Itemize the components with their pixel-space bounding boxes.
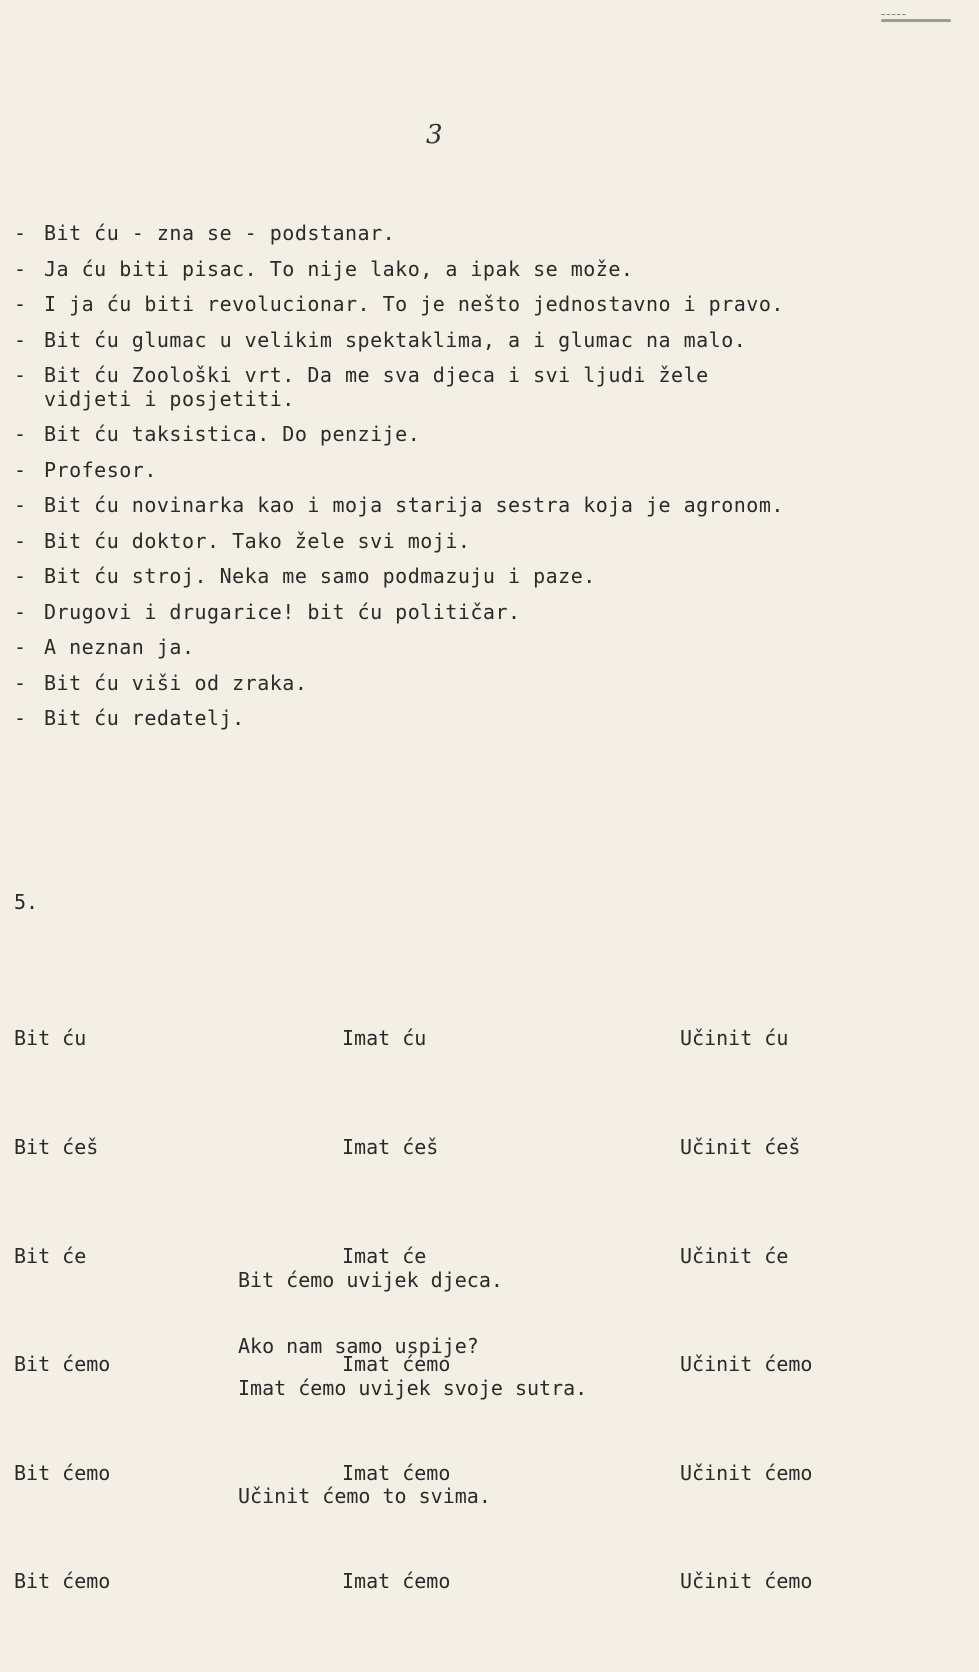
closing-line: Učinit ćemo to svima. (238, 1484, 491, 1508)
closing-line: Imat ćemo uvijek svoje sutra. (238, 1376, 588, 1400)
conjugation-row: Učinit ćemo (680, 1460, 813, 1485)
list-item (14, 666, 954, 702)
list-item (14, 216, 954, 252)
list-item-text: Profesor. (44, 457, 157, 482)
list-dash: - (14, 363, 27, 387)
list-dash: - (14, 457, 27, 482)
conjugation-row: Imat ću (342, 1026, 427, 1051)
conjugation-row: Imat ćemo (342, 1460, 451, 1485)
conjugation-row: Imat ćemo (342, 1352, 451, 1377)
list-item (14, 630, 954, 666)
list-dash: - (14, 422, 27, 446)
list-dash: - (14, 635, 27, 659)
list-item (14, 488, 954, 524)
conjugation-row: Učinit ćemo (680, 1569, 813, 1594)
conjugation-row: Bit ćemo (14, 1460, 111, 1485)
list-item (14, 559, 954, 595)
list-dash: - (14, 564, 27, 588)
list-item-text: Bit ću glumac u velikim spektaklima, a i glumac na malo. (44, 327, 747, 352)
closing-stanza (238, 1190, 587, 1586)
conjugation-row: Imat će (342, 1243, 427, 1268)
conjugation-column-ucinit (680, 948, 812, 1672)
list-item (14, 453, 954, 489)
list-item-text: A neznan ja. (44, 635, 195, 659)
conjugation-row: Bit će (14, 1243, 87, 1268)
list-item-text: I ja ću biti revolucionar. To je nešto jednostavno i pravo. (44, 292, 784, 316)
list-dash: - (14, 221, 27, 245)
conjugation-row: Bit ću (14, 1026, 87, 1051)
list-dash: - (14, 493, 27, 517)
list-item-text: Bit ću Zoološki vrt. Da me sva djeca i svi ljudi žele (44, 363, 709, 387)
list-dash: - (14, 528, 27, 553)
list-item-text: vidjeti i posjetiti. (44, 386, 295, 411)
list-dash: - (14, 292, 27, 316)
list-item (14, 252, 954, 288)
list-dash: - (14, 706, 27, 730)
section-number: 5. (14, 890, 39, 914)
list-dash: - (14, 327, 27, 352)
list-item-text: Bit ću doktor. Tako žele svi moji. (44, 528, 471, 553)
list-item-text: Bit ću novinarka kao i moja starija sestra koja je agronom. (44, 493, 784, 517)
list-item-text: Bit ću viši od zraka. (44, 670, 308, 695)
list-item (14, 287, 954, 323)
list-item-text: Bit ću taksistica. Do penzije. (44, 422, 421, 446)
conjugation-column-bit (14, 948, 110, 1672)
conjugation-row: Imat ćeš (342, 1135, 439, 1160)
list-item (14, 595, 954, 631)
list-item-text: Drugovi i drugarice! bit ću političar. (44, 599, 521, 624)
conjugation-row: Bit ćemo (14, 1569, 111, 1594)
list-dash: - (14, 670, 27, 695)
answer-list (14, 216, 954, 737)
list-item-text: Ja ću biti pisac. To nije lako, a ipak se može. (44, 256, 634, 281)
list-item (14, 323, 954, 359)
conjugation-row: Učinit ću (680, 1026, 789, 1051)
list-item-text: Bit ću stroj. Neka me samo podmazuju i paze. (44, 564, 596, 588)
list-item-text: Bit ću - zna se - podstanar. (44, 221, 396, 245)
conjugation-row: Bit ćemo (14, 1352, 111, 1377)
corner-stamp-mark: ~~~~~ (881, 12, 951, 26)
list-item (14, 417, 954, 453)
conjugation-row: Učinit će (680, 1243, 789, 1268)
closing-question: Ako nam samo uspije? (238, 1334, 479, 1358)
page-number: 3 (426, 120, 443, 150)
list-item (14, 701, 954, 737)
list-dash: - (14, 599, 27, 624)
list-item (14, 524, 954, 560)
conjugation-row: Učinit ćeš (680, 1135, 801, 1160)
list-dash: - (14, 256, 27, 281)
list-item-text: Bit ću redatelj. (44, 706, 245, 730)
conjugation-row: Učinit ćemo (680, 1352, 813, 1377)
closing-line: Bit ćemo uvijek djeca. (238, 1268, 503, 1292)
conjugation-row: Bit ćeš (14, 1135, 99, 1160)
conjugation-row: Imat ćemo (342, 1569, 451, 1594)
